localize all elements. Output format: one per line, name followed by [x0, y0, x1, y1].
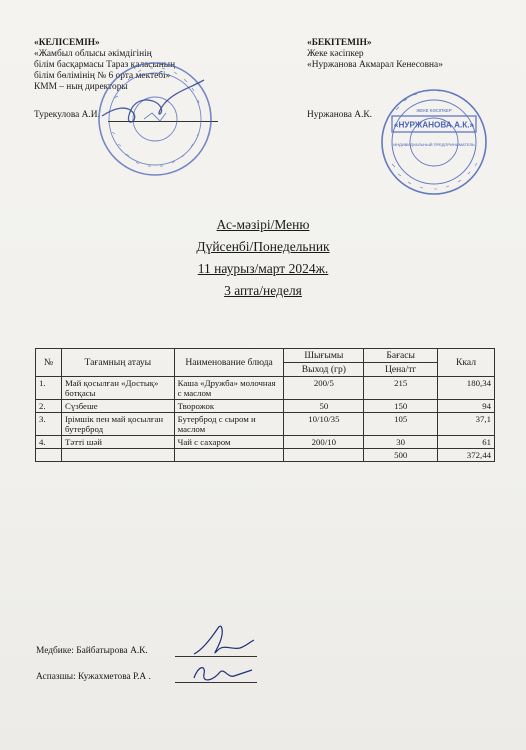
total-kcal: 372,44 [438, 449, 495, 462]
cell-name-kz: Тәтті шәй [61, 436, 174, 449]
menu-week: 3 апта/неделя [224, 283, 302, 298]
header-output-ru: Выход (гр) [284, 363, 364, 377]
approval-left-line: білім бөлімінің № 6 орта мектебі» [34, 71, 171, 81]
cell-output: 10/10/35 [284, 413, 364, 436]
approval-left-line: білім басқармасы Тараз қаласының [34, 60, 176, 70]
approval-right-title: «БЕКІТЕМІН» [307, 38, 372, 48]
cell-num: 1. [36, 377, 62, 400]
cell-kcal: 94 [438, 400, 495, 413]
header-output-kz: Шығымы [284, 349, 364, 363]
menu-table [35, 348, 495, 462]
stamp-right-bottom-text: ИНДИВИДУАЛЬНЫЙ ПРЕДПРИНИМАТЕЛЬ [393, 142, 475, 147]
approval-left-signatory: Турекулова А.И. [34, 110, 100, 120]
cook-signatory: Аспазшы: Кужахметова Р.А . [36, 672, 151, 682]
cell-name-kz: Май қосылған «Достық» ботқасы [61, 377, 174, 400]
round-stamp-right [378, 86, 490, 198]
cook-signature [186, 660, 256, 690]
menu-title: Ас-мәзірі/Меню [216, 217, 310, 232]
menu-day: Дүйсенбі/Понедельник [196, 239, 330, 254]
approval-right-line: Жеке кәсіпкер [307, 49, 364, 59]
cell-price: 215 [364, 377, 438, 400]
approval-right-line: «Нуржанова Акмарал Кенесовна» [307, 60, 443, 70]
table-row [36, 413, 495, 436]
approval-left-line: КММ – ның директоры [34, 82, 128, 92]
cell-name-ru: Творожок [174, 400, 284, 413]
table-row [36, 436, 495, 449]
header-num: № [36, 349, 62, 377]
approval-left-title: «КЕЛІСЕМІН» [34, 38, 100, 48]
round-stamp-left [94, 58, 216, 180]
header-name-kz: Тағамның атауы [61, 349, 174, 377]
cell-kcal: 61 [438, 436, 495, 449]
cell-num: 2. [36, 400, 62, 413]
cell-name-kz: Сүзбеше [61, 400, 174, 413]
stamp-right-subtext: ЖЕКЕ КӘСІПКЕР [416, 108, 452, 113]
nurse-signatory: Медбике: Байбатырова А.К. [36, 646, 148, 656]
cell-num: 4. [36, 436, 62, 449]
cell-kcal: 180,34 [438, 377, 495, 400]
cell-name-kz: Ірімшік пен май қосылған бутерброд [61, 413, 174, 436]
cell-name-ru: Каша «Дружба» молочная с маслом [174, 377, 284, 400]
cell-kcal: 37,1 [438, 413, 495, 436]
nurse-signature [188, 620, 258, 662]
stamp-right-center-text: «НУРЖАНОВА А.К.» [393, 120, 475, 130]
cell-name-ru: Бутерброд с сыром и маслом [174, 413, 284, 436]
approval-right [307, 38, 507, 71]
header-kcal: Ккал [438, 349, 495, 377]
table-total-row [36, 449, 495, 462]
header-name-ru: Наименование блюда [174, 349, 284, 377]
table-row [36, 377, 495, 400]
approval-left-line: «Жамбыл облысы әкімдігінің [34, 49, 152, 59]
table-header-row [36, 349, 495, 363]
cell-num: 3. [36, 413, 62, 436]
menu-titles [0, 214, 526, 302]
menu-date: 11 наурыз/март 2024ж. [197, 261, 329, 276]
cell-name-ru: Чай с сахаром [174, 436, 284, 449]
header-price-kz: Бағасы [364, 349, 438, 363]
total-price: 500 [364, 449, 438, 462]
cell-price: 150 [364, 400, 438, 413]
cell-output: 50 [284, 400, 364, 413]
cell-output: 200/10 [284, 436, 364, 449]
table-row [36, 400, 495, 413]
cell-price: 30 [364, 436, 438, 449]
header-price-ru: Цена/тг [364, 363, 438, 377]
approval-right-signatory: Нуржанова А.К. [307, 110, 373, 120]
cell-price: 105 [364, 413, 438, 436]
cell-output: 200/5 [284, 377, 364, 400]
